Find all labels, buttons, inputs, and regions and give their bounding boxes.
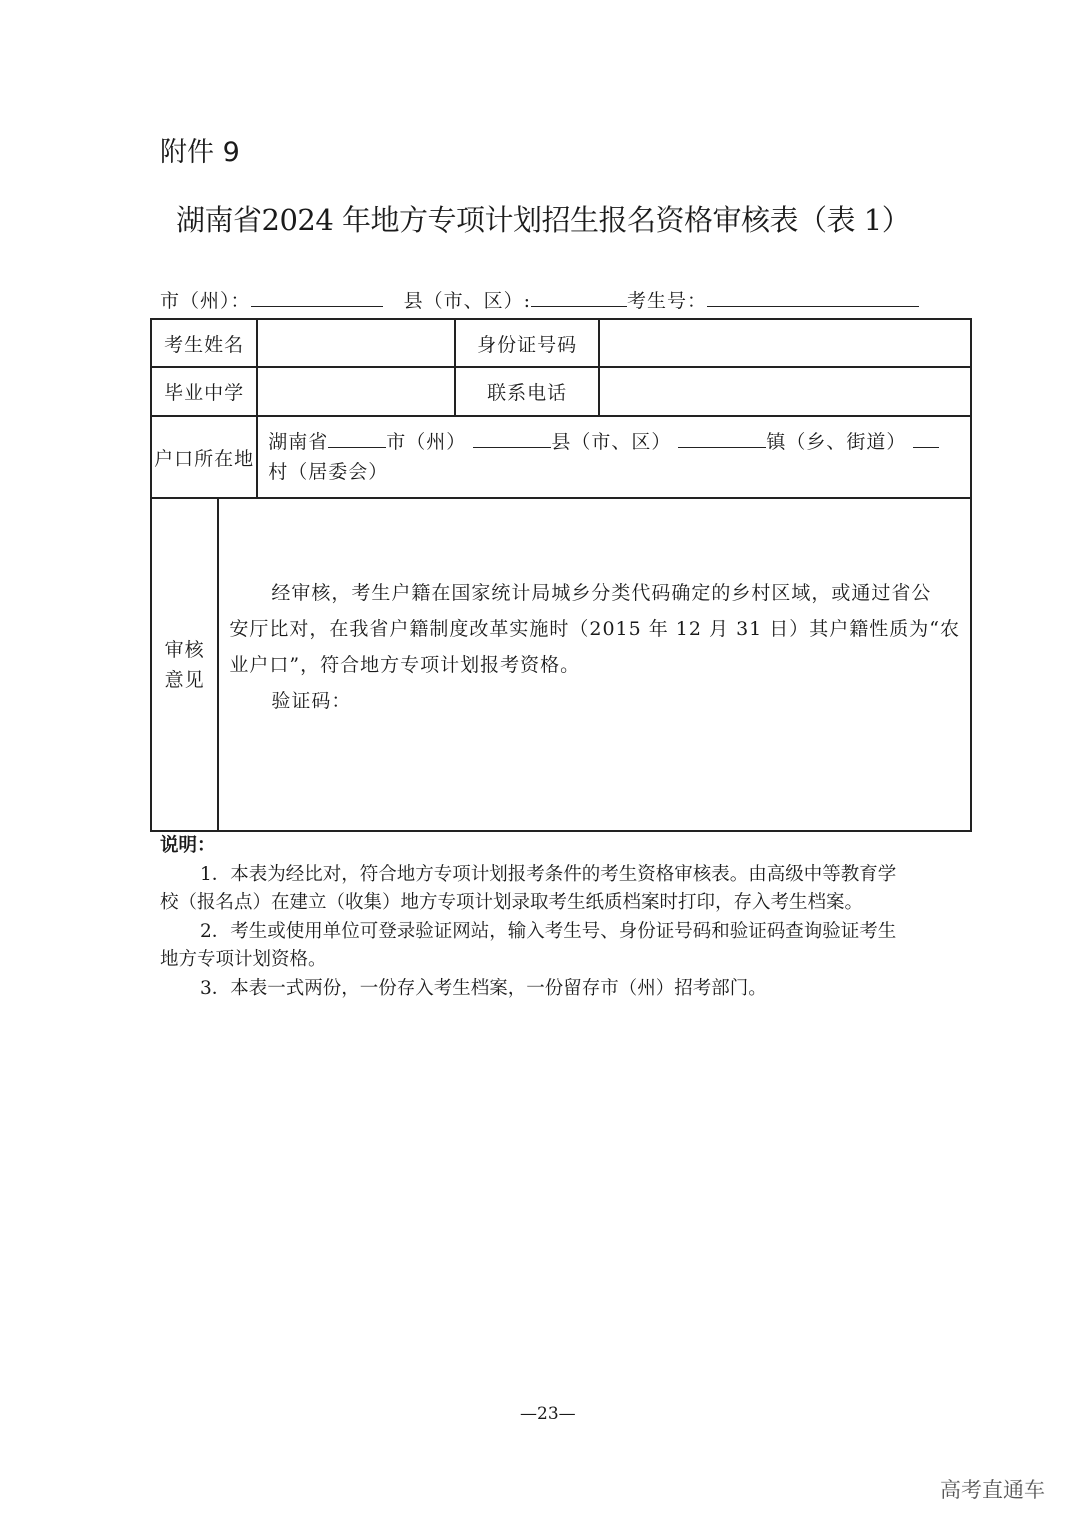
exam-no-blank[interactable] [707, 288, 919, 307]
city-label: 市（州）： [160, 290, 251, 312]
audit-line: 业户口”，符合地方专项计划报考资格。 [229, 653, 581, 676]
page-title: 湖南省2024 年地方专项计划招生报名资格审核表（表 1） [176, 203, 911, 237]
note-line: 1．本表为经比对，符合地方专项计划报考条件的考生资格审核表。由高级中等教育学 [200, 863, 897, 885]
city-blank [328, 429, 386, 448]
county-label: 县（市、区）: [403, 290, 532, 312]
audit-label [151, 498, 218, 831]
note-line: 3．本表一式两份，一份存入考生档案，一份留存市（州）招考部门。 [200, 977, 767, 999]
county-blank [473, 429, 551, 448]
attachment-label: 附件 9 [160, 137, 240, 168]
audit-label-1: 审核 [164, 638, 205, 661]
exam-no-label: 考生号： [627, 290, 708, 312]
county-blank[interactable] [531, 288, 627, 307]
phone-field[interactable] [599, 367, 971, 416]
city-text: 市（州） [386, 431, 467, 453]
review-table [150, 318, 972, 832]
note-line: 校（报名点）在建立（收集）地方专项计划录取考生纸质档案时打印，存入考生档案。 [160, 892, 864, 914]
town-blank [678, 429, 766, 448]
audit-label-2: 意见 [164, 668, 205, 691]
verify-code-label: 验证码： [271, 689, 352, 712]
page-number: —23— [520, 1404, 576, 1424]
city-blank[interactable] [251, 288, 383, 307]
notes [160, 832, 896, 1004]
name-field[interactable] [257, 319, 455, 367]
village-text: 村（居委会） [268, 461, 389, 483]
notes-heading: 说明： [160, 835, 216, 856]
id-label: 身份证号码 [455, 319, 599, 367]
audit-line: 经审核，考生户籍在国家统计局城乡分类代码确定的乡村区域，或通过省公 [271, 581, 932, 604]
note-line: 2．考生或使用单位可登录验证网站，输入考生号、身份证号码和验证码查询验证考生 [200, 920, 897, 942]
village-blank [913, 429, 939, 448]
name-label: 考生姓名 [151, 319, 257, 367]
phone-label: 联系电话 [455, 367, 599, 416]
county-text: 县（市、区） [551, 431, 672, 453]
hukou-field[interactable] [257, 416, 971, 498]
id-field[interactable] [599, 319, 971, 367]
school-field[interactable] [257, 367, 455, 416]
hukou-label: 户口所在地 [151, 416, 257, 498]
audit-opinion [218, 498, 971, 831]
town-text: 镇（乡、街道） [766, 431, 907, 453]
note-line: 地方专项计划资格。 [160, 949, 327, 971]
audit-line: 安厅比对，在我省户籍制度改革实施时（2015 年 12 月 31 日）其户籍性质为“农 [229, 617, 960, 640]
header-fields [160, 286, 919, 313]
school-label: 毕业中学 [151, 367, 257, 416]
watermark: 高考直通车 [940, 1478, 1045, 1502]
province-text: 湖南省 [268, 431, 329, 453]
